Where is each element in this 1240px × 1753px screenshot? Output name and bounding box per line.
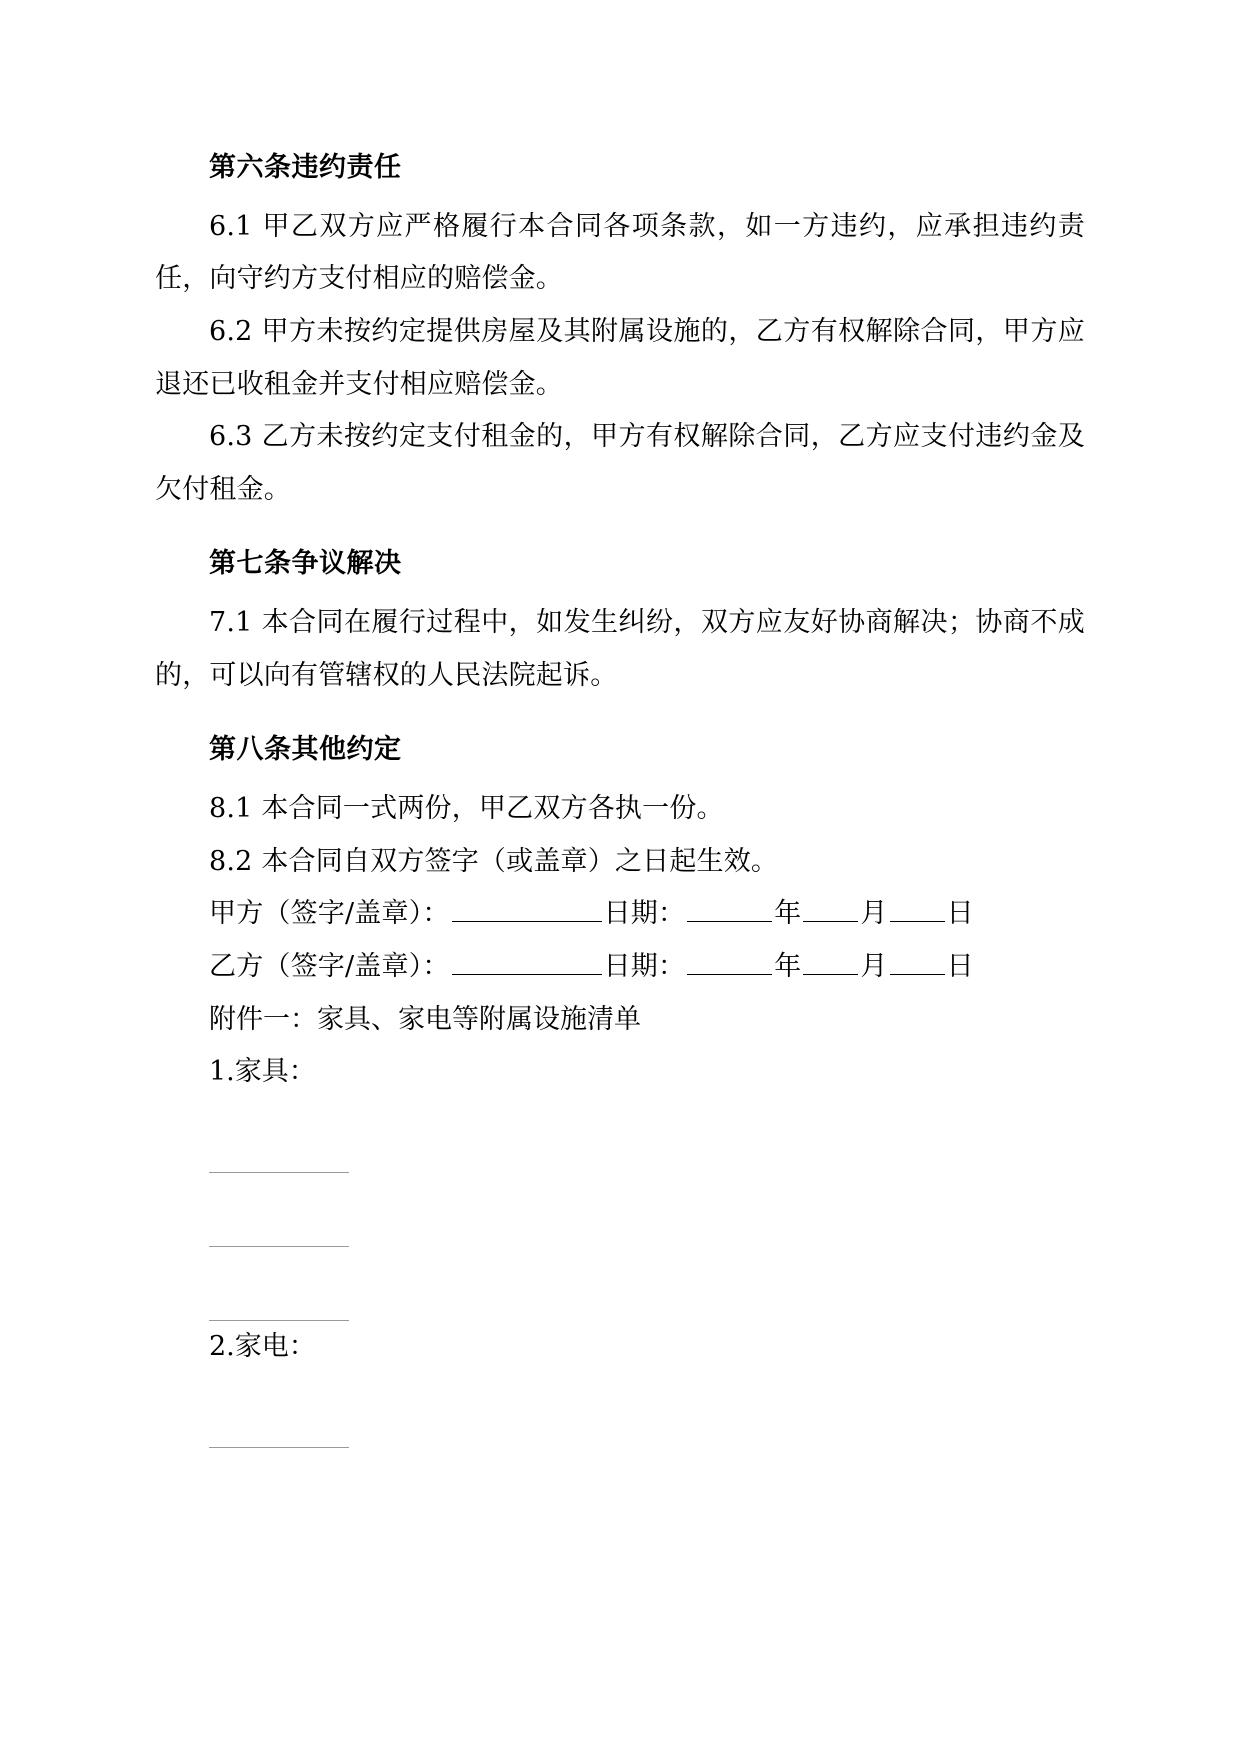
year-blank-party-a[interactable] [687,921,772,922]
date-label-party-a: 日期： [603,898,686,930]
attachment-item-label-appliances: 2.家电： [209,1330,316,1362]
month-blank-party-a[interactable] [803,921,858,922]
fill-in-rule [209,1446,349,1448]
paragraph-7-1: 7.1 本合同在履行过程中，如发生纠纷，双方应友好协商解决；协商不成的，可以向有管辖权的人民法院起诉。 [155,607,1085,691]
day-blank-party-b[interactable] [890,974,945,975]
fill-in-line[interactable] [155,1374,1085,1448]
month-label-party-b: 月 [860,950,888,982]
section-heading-8: 第八条其他约定 [209,734,402,766]
paragraph-6-3: 6.3 乙方未按约定支付租金的，甲方有权解除合同，乙方应支付违约金及欠付租金。 [155,421,1085,505]
signature-blank-party-a[interactable] [452,921,602,922]
signature-label-party-a: 甲方（签字/盖章）： [209,898,450,930]
day-blank-party-a[interactable] [890,921,945,922]
paragraph-8-2: 8.2 本合同自双方签字（或盖章）之日起生效。 [209,845,779,877]
year-label-party-a: 年 [774,898,802,930]
section-heading-7: 第七条争议解决 [209,548,402,580]
day-label-party-a: 日 [946,898,974,930]
section-heading-6: 第六条违约责任 [209,152,402,183]
paragraph-6-2: 6.2 甲方未按约定提供房屋及其附属设施的，乙方有权解除合同，甲方应退还已收租金并支付相应赔偿金。 [155,315,1085,400]
date-label-party-b: 日期： [603,950,686,982]
fill-in-rule [209,1171,349,1173]
month-label-party-a: 月 [860,898,888,930]
attachment-title: 附件一：家具、家电等附属设施清单 [209,1003,641,1035]
month-blank-party-b[interactable] [803,974,858,975]
signature-blank-party-b[interactable] [452,974,602,975]
fill-in-line[interactable] [155,1099,1085,1173]
day-label-party-b: 日 [946,950,974,982]
fill-in-line[interactable] [155,1173,1085,1247]
signature-row-party-b [155,941,1085,994]
document-body [155,142,1085,1448]
signature-label-party-b: 乙方（签字/盖章）： [209,950,450,982]
paragraph-8-1: 8.1 本合同一式两份，甲乙双方各执一份。 [209,793,724,825]
year-blank-party-b[interactable] [687,974,772,975]
year-label-party-b: 年 [774,950,802,982]
attachment-item-label-furniture: 1.家具： [209,1056,316,1088]
fill-in-rule [209,1245,349,1247]
paragraph-6-1: 6.1 甲乙双方应严格履行本合同各项条款，如一方违约，应承担违约责任，向守约方支付相应的赔偿金。 [155,210,1085,295]
signature-row-party-a [155,888,1085,941]
fill-in-line[interactable] [155,1247,1085,1321]
